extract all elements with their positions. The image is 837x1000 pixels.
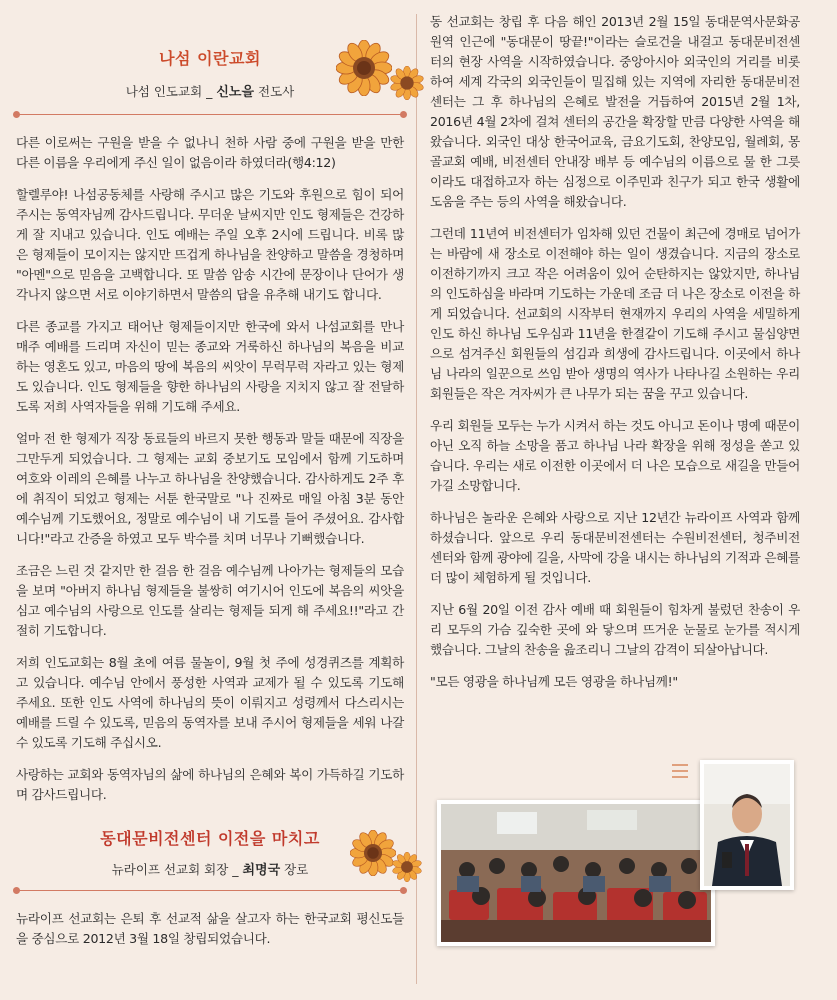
- article1-rule: [16, 114, 404, 115]
- sunflower-icon: [336, 40, 392, 96]
- article1-paragraph: 저희 인도교회는 8월 초에 여름 물놀이, 9월 첫 주에 성경퀴즈를 계획하고 있습니다. 예수님 안에서 풍성한 사역과 교제가 될 수 있도록 기도해 주세요. 또한 인도 사역에 하나님의 뜻이 이뤄지고 성령께서 다스리시는 예배를 드릴 수 있도록, 믿음의 동역자를 보내 주시어 형제들을 세워 나갈 수 있도록 기도해 주십시오.: [16, 655, 404, 750]
- article2-title: 동대문비전센터 이전을 마치고: [100, 829, 320, 848]
- photo-portrait: [700, 760, 794, 890]
- article1-paragraph: 사랑하는 교회와 동역자님의 삶에 하나님의 은혜와 복이 가득하길 기도하며 감사드립니다.: [16, 767, 404, 802]
- photo-worship-gathering-image: [437, 800, 715, 946]
- sunflower-icon: [392, 852, 422, 882]
- column-divider: [416, 14, 417, 984]
- article1-paragraph: 할렐루야! 나섬공동체를 사랑해 주시고 많은 기도와 후원으로 힘이 되어 주시는 동역자님께 감사드립니다. 무더운 날씨지만 인도 형제들은 건강하게 잘 지내고 있습니다. 인도 예배는 주일 오후 2시에 드립니다. 비록 많은 형제들이 모이지는 않지만 뜨겁게 하나님을 찬양하고 말씀을 경청하며 "아멘"으로 믿음을 고백합니다. 또 말씀 암송 시간에 문장이나 단어가 생각나지 않으면 서로 이야기하면서 말씀의 답을 유추해 내기도 합니다.: [16, 187, 404, 302]
- article1-paragraph: 얼마 전 한 형제가 직장 동료들의 바르지 못한 행동과 말들 때문에 직장을 그만두게 되었습니다. 그 형제는 교회 중보기도 모임에서 함께 기도하며 여호와 이레의 은혜를 나누고 하나님을 찬양했습니다. 감사하게도 2주 후에 취직이 되었고 형제는 서툰 한국말로 "나 진짜로 매일 아침 3분 동안 예수님께 기도했어요, 정말로 예수님이 내 기도를 들어 주셨어요. 감사합니다!"라고 간증을 하였고 모두 박수를 치며 너무나 기뻐했습니다.: [16, 431, 404, 546]
- article1-paragraph: 조금은 느린 것 같지만 한 걸음 한 걸음 예수님께 나아가는 형제들의 모습을 보며 "아버지 하나님 형제들을 불쌍히 여기시어 인도에 복음의 씨앗을 심고 예수님의 사랑으로 인도를 살리는 형제들 되게 해 주세요!!"라고 간절히 기도합니다.: [16, 563, 404, 638]
- article2-header: [16, 826, 404, 961]
- article2-paragraph: 동 선교회는 창립 후 다음 해인 2013년 2월 15일 동대문역사문화공원역 인근에 "동대문이 땅끝!"이라는 슬로건을 내걸고 동대문비전센터의 현장 사역을 시작하였습니다. 중앙아시아 외국인의 거리를 비롯하여 세계 각국의 외국인들이 밀집해 있는 지역에 자리한 동대문비전센터는 그 후 하나님의 은혜로 발전을 거듭하여 2015년 2월 1차, 2016년 4월 2차에 걸쳐 센터의 공간을 확장할 만큼 다양한 사역을 해왔습니다. 외국인 대상 한국어교육, 금요기도회, 찬양모임, 월례회, 몽골교회 예배, 비전센터 안내장 배부 등 예수님의 이름으로 물 한 그릇이라도 대접하고자 하는 심정으로 이주민과 친구가 되고 한국 생활에 도움을 주는 등의 사역을 해왔습니다.: [430, 14, 800, 209]
- article2-paragraph: 뉴라이프 선교회는 은퇴 후 선교적 삶을 살고자 하는 한국교회 평신도들을 중심으로 2012년 3월 18일 창립되었습니다.: [16, 911, 404, 946]
- article2-rule: [16, 890, 404, 891]
- article1-author-prefix: 나섬 인도교회 _: [125, 84, 217, 99]
- article2-paragraph: 우리 회원들 모두는 누가 시켜서 하는 것도 아니고 돈이나 명예 때문이 아닌 오직 하늘 소망을 품고 하나님 나라 확장을 위해 정성을 쏟고 있습니다. 우리는 새로 이전한 이곳에서 더 나은 모습으로 새길을 만들어 가길 소망합니다.: [430, 418, 800, 493]
- article1-title: 나섬 이란교회: [159, 49, 261, 68]
- article2-author-prefix: 뉴라이프 선교회 회장 _: [111, 862, 243, 877]
- article2-paragraph: 지난 6월 20일 이전 감사 예배 때 회원들이 힘차게 불렀던 찬송이 우리 모두의 가슴 깊숙한 곳에 와 닿으며 뜨거운 눈물로 눈가를 적시게 했습니다. 그날의 찬송을 읊조리니 그날의 감격이 되살아납니다.: [430, 602, 800, 657]
- article1-author-name: 신노을: [216, 85, 255, 100]
- right-column: [430, 12, 800, 704]
- article2-byline: [16, 859, 404, 878]
- article2-paragraph: 하나님은 놀라운 은혜와 사랑으로 지난 12년간 뉴라이프 사역과 함께 하셨습니다. 앞으로 우리 동대문비전센터는 수원비전센터, 청주비전센터와 함께 광야에 길을, 사막에 강을 내시는 하나님의 기적과 은혜를 더 많이 체험하게 될 것입니다.: [430, 510, 800, 585]
- article2-paragraph: 그런데 11년여 비전센터가 임차해 있던 건물이 최근에 경매로 넘어가는 바람에 새 장소로 이전해야 하는 일이 생겼습니다. 지금의 장소로 이전하기까지 크고 작은 어려움이 있어 순탄하지는 않았지만, 하나님의 인도하심을 바라며 기도하는 가운데 조금 더 나은 장소로 이전을 하게 되었습니다. 선교회의 시작부터 현재까지 우리의 사역을 세밀하게 인도 하신 하나님 도우심과 11년을 한결같이 기도해 주시고 물심양면으로 섬겨주신 회원들의 섬김과 희생에 감사드립니다. 이곳에서 하나님 나라의 일꾼으로 쓰임 받아 생명의 역사가 나타나길 소원하는 우리 회원들은 작은 겨자씨가 큰 나무가 되는 꿈을 꾸고 있습니다.: [430, 226, 800, 401]
- sunflower-icon: [390, 66, 424, 100]
- article1-author-role: 전도사: [254, 84, 295, 99]
- sunflower-icon: [350, 830, 396, 876]
- photo-worship-gathering: [437, 800, 715, 946]
- article1-body: [16, 133, 404, 805]
- left-column: [16, 0, 404, 817]
- menu-icon: [672, 764, 688, 782]
- article1-paragraph: 다른 종교를 가지고 태어난 형제들이지만 한국에 와서 나섬교회를 만나 매주 예배를 드리며 자신이 믿는 종교와 거룩하신 하나님의 복음을 비교하는 영혼도 있고, 마음의 땅에 복음의 씨앗이 무럭무럭 자라고 있는 형제도 있습니다. 인도 형제들을 향한 하나님의 사랑을 지치지 않고 잘 전달하도록 저희 사역자들을 위해 기도해 주세요.: [16, 319, 404, 414]
- article1-paragraph: 다른 이로써는 구원을 받을 수 없나니 천하 사람 중에 구원을 받을 만한 다른 이름을 우리에게 주신 일이 없음이라 하였더라(행4:12): [16, 135, 404, 170]
- article2-author-role: 장로: [280, 862, 309, 877]
- article2-author-name: 최명국: [242, 863, 281, 878]
- photo-portrait-image: [700, 760, 794, 890]
- article2-paragraph: "모든 영광을 하나님께 모든 영광을 하나님께!": [430, 674, 678, 689]
